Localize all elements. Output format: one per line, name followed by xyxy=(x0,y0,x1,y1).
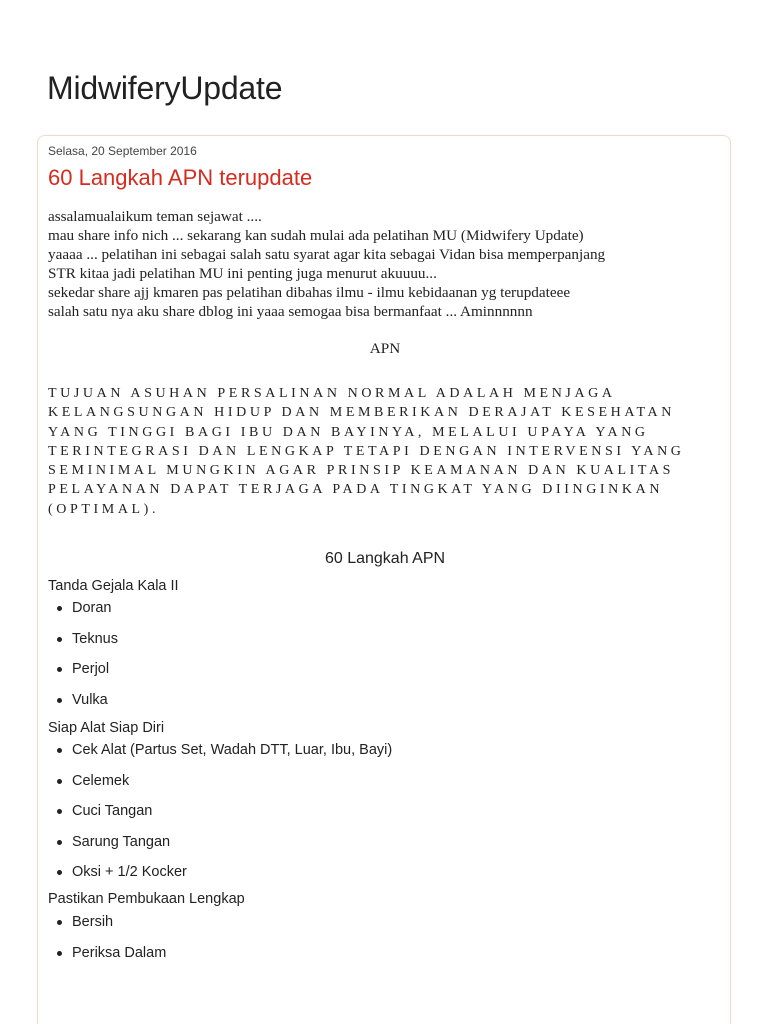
list-item xyxy=(48,741,392,759)
list-item-label: Bersih xyxy=(72,914,114,930)
post-intro xyxy=(48,207,728,321)
bullet-icon xyxy=(57,748,62,753)
list-item xyxy=(48,691,118,709)
list-item-label: Celemek xyxy=(72,772,130,789)
intro-line: STR kitaa jadi pelatihan MU ini penting juga menurut akuuuu... xyxy=(48,265,437,282)
tujuan-paragraph xyxy=(48,384,728,519)
intro-line: assalamualaikum teman sejawat .... xyxy=(48,208,262,225)
list-item xyxy=(48,630,118,648)
tujuan-line: (OPTIMAL). xyxy=(48,501,160,517)
tujuan-line: SEMINIMAL MUNGKIN AGAR PRINSIP KEAMANAN DAN KUALITAS xyxy=(48,463,675,479)
tujuan-line: YANG TINGGI BAGI IBU DAN BAYINYA, MELALUI UPAYA YANG xyxy=(48,424,649,440)
list-item-label: Cuci Tangan xyxy=(72,803,153,820)
bullet-icon xyxy=(57,870,62,875)
bullet-icon xyxy=(57,606,62,611)
list-item-label: Cek Alat (Partus Set, Wadah DTT, Luar, Ibu, Bayi) xyxy=(72,742,393,758)
list-item-label: Teknus xyxy=(72,630,118,647)
bullet-icon xyxy=(57,779,62,784)
post-card xyxy=(37,135,731,1024)
intro-line: salah satu nya aku share dblog ini yaaa semogaa bisa bermanfaat ... Aminnnnnn xyxy=(48,303,533,320)
list-pembukaan xyxy=(48,913,166,974)
section-title-siap-alat: Siap Alat Siap Diri xyxy=(48,720,165,736)
list-item-label: Sarung Tangan xyxy=(72,833,171,850)
blog-title[interactable]: MidwiferyUpdate xyxy=(47,70,283,106)
intro-line: mau share info nich ... sekarang kan sudah mulai ada pelatihan MU (Midwifery Update) xyxy=(48,227,584,244)
intro-line: sekedar share ajj kmaren pas pelatihan dibahas ilmu - ilmu kebidaanan yg terupdateee xyxy=(48,284,571,301)
tujuan-line: TERINTEGRASI DAN LENGKAP TETAPI DENGAN INTERVENSI YANG xyxy=(48,443,685,459)
list-tanda-gejala xyxy=(48,599,118,721)
bullet-icon xyxy=(57,951,62,956)
list-item xyxy=(48,772,392,790)
bullet-icon xyxy=(57,637,62,642)
list-item xyxy=(48,802,392,820)
bullet-icon xyxy=(57,667,62,672)
list-item xyxy=(48,913,166,931)
list-item-label: Doran xyxy=(72,600,112,616)
steps-heading: 60 Langkah APN xyxy=(324,550,446,567)
list-item-label: Periksa Dalam xyxy=(72,944,167,961)
tujuan-line: PELAYANAN DAPAT TERJAGA PADA TINGKAT YANG DIINGINKAN xyxy=(48,482,664,498)
tujuan-line: TUJUAN ASUHAN PERSALINAN NORMAL ADALAH MENJAGA xyxy=(48,386,616,401)
list-item xyxy=(48,660,118,678)
bullet-icon xyxy=(57,698,62,703)
bullet-icon xyxy=(57,809,62,814)
list-item xyxy=(48,599,118,617)
list-item-label: Perjol xyxy=(72,661,110,678)
section-title-tanda-gejala: Tanda Gejala Kala II xyxy=(48,578,179,594)
list-item xyxy=(48,944,166,962)
list-siap-alat xyxy=(48,741,392,894)
post-title[interactable]: 60 Langkah APN terupdate xyxy=(48,165,313,190)
bullet-icon xyxy=(57,840,62,845)
post-date[interactable]: Selasa, 20 September 2016 xyxy=(48,144,197,158)
intro-line: yaaaa ... pelatihan ini sebagai salah satu syarat agar kita sebagai Vidan bisa memperpanjang xyxy=(48,246,606,263)
list-item xyxy=(48,833,392,851)
apn-heading: APN xyxy=(369,340,401,357)
bullet-icon xyxy=(57,920,62,925)
list-item xyxy=(48,863,392,881)
list-item-label: Vulka xyxy=(72,691,108,708)
list-item-label: Oksi + 1/2 Kocker xyxy=(72,864,187,881)
tujuan-line: KELANGSUNGAN HIDUP DAN MEMBERIKAN DERAJAT KESEHATAN xyxy=(48,405,675,421)
section-title-pembukaan: Pastikan Pembukaan Lengkap xyxy=(48,891,245,907)
